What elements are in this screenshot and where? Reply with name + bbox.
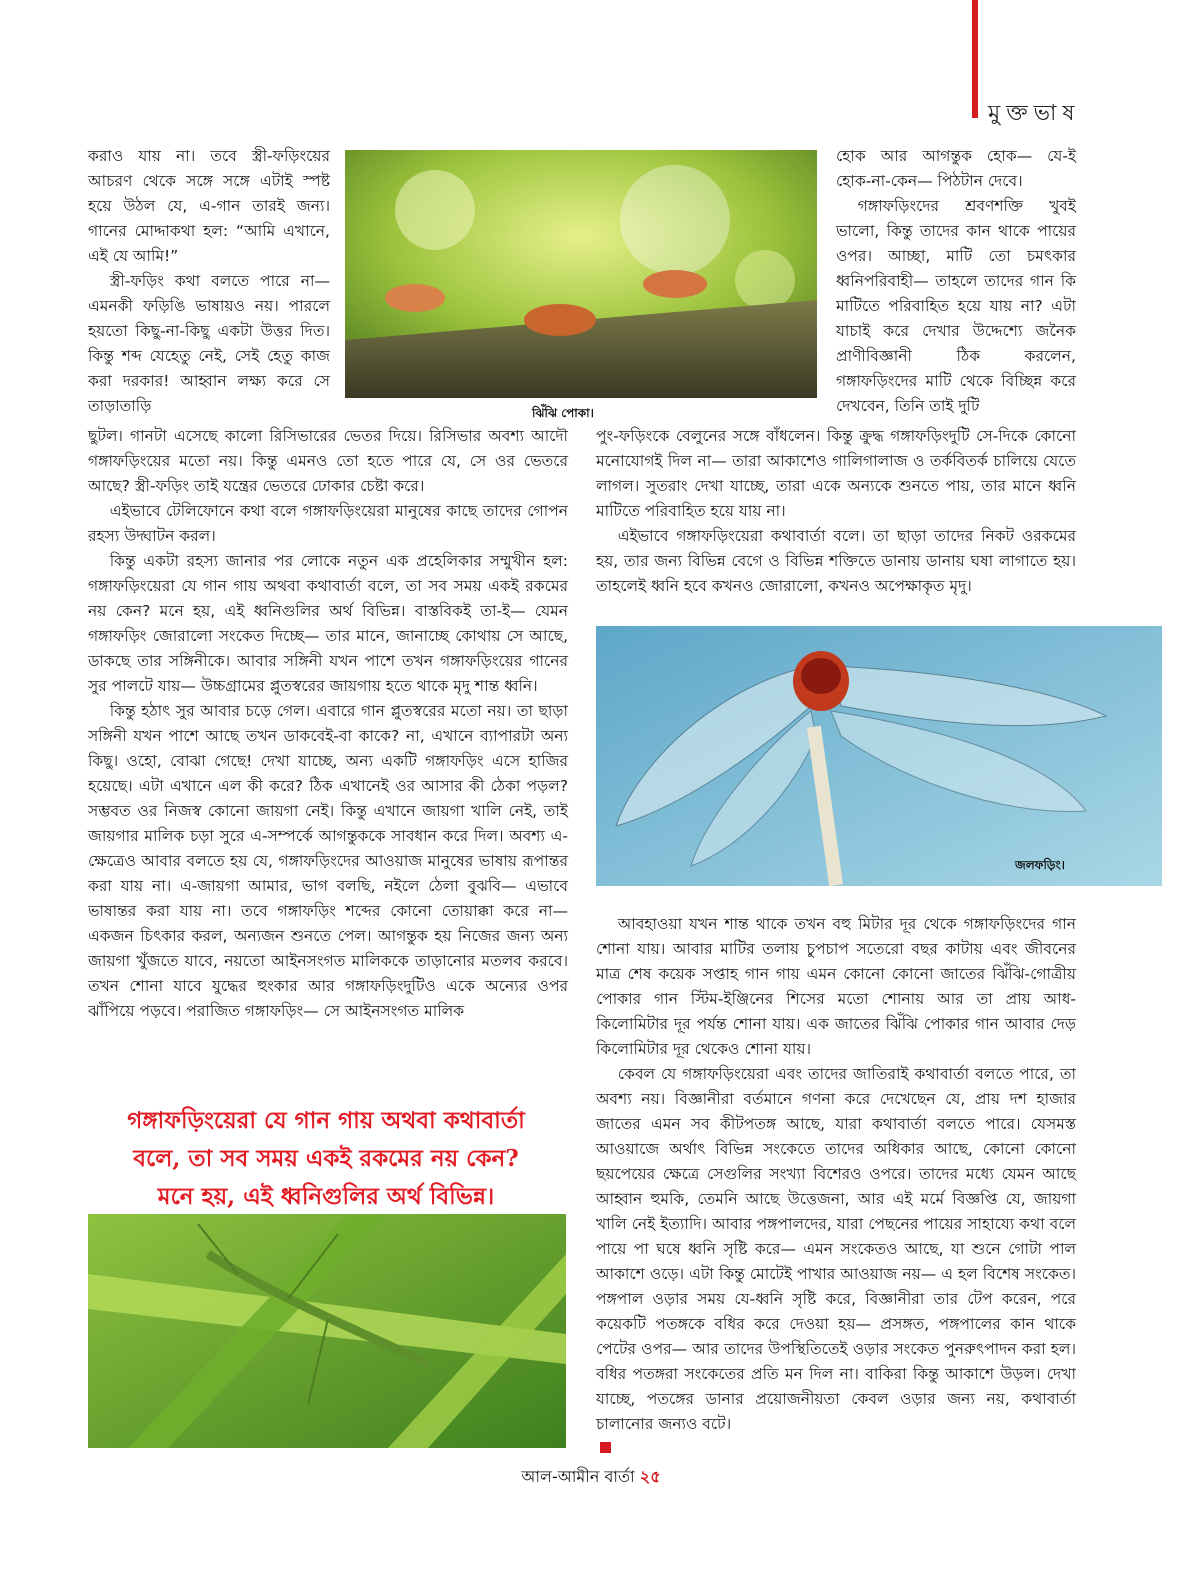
photo-cicadas (345, 150, 817, 398)
pull-quote-line: মনে হয়, এই ধ্বনিগুলির অর্থ বিভিন্ন। (157, 1183, 495, 1210)
paragraph: এইভাবে টেলিফোনে কথা বলে গঙ্গাফড়িংয়েরা মানুষের কাছে তাদের গোপন রহস্য উদ্ঘাটন করল। (88, 502, 568, 545)
pull-quote-line: গঙ্গাফড়িংয়েরা যে গান গায় অথবা কথাবার্তা (127, 1107, 525, 1134)
paragraph: এইভাবে গঙ্গাফড়িংয়েরা কথাবার্তা বলে। তা ছাড়া তাদের নিকট ওরকমের হয়, তার জন্য বিভিন্ন বেগে ও বিভিন্ন শক্তিতে ডানায় ডানায় ঘষা লাগাতে হয়। তাহলেই ধ্বনি হবে কখনও জোরালো, কখনও অপেক্ষাকৃত মৃদু। (596, 527, 1076, 595)
right-top-column (836, 144, 1076, 419)
magazine-name: আল-আমীন বার্তা (521, 1467, 635, 1486)
paragraph: হোক আর আগন্তুক হোক— যে-ই হোক-না-কেন— পিঠটান দেবে। (836, 147, 1076, 190)
pull-quote (88, 1102, 564, 1216)
section-label: মুক্তভাষ (988, 101, 1081, 126)
paragraph: ছুটল। গানটা এসেছে কালো রিসিভারের ভেতর দিয়ে। রিসিভার অবশ্য আদৌ গঙ্গাফড়িংয়ের মতো নয়। কিন্তু এমনও তো হতে পারে যে, সে ওর ভেতরে আছে? স্ত্রী-ফড়িং তাই যন্ত্রের ভেতরে ঢোকার চেষ্টা করে। (88, 427, 568, 495)
end-mark (600, 1442, 611, 1453)
right-column-lower (596, 912, 1076, 1456)
paragraph: কিন্তু হঠাৎ সুর আবার চড়ে গেল। এবারে গান প্লুতস্বরের মতো নয়। তা ছাড়া সঙ্গিনী যখন পাশে আছে তখন ডাকবেই-বা কাকে? না, এখানে ব্যাপারটা অন্য কিছু। ওহো, বোঝা গেছে! দেখা যাচ্ছে, অন্য একটি গঙ্গাফড়িং এসে হাজির হয়েছে। এটা এখানে এল কী করে? ঠিক এখানেই ওর আসার কী ঠেকা পড়ল? সম্ভবত ওর নিজস্ব কোনো জায়গা নেই। কিন্তু এখানে জায়গা খালি নেই, তাই জায়গার মালিক চড়া সুরে এ-সম্পর্কে আগন্তুককে সাবধান করে দিল। অবশ্য এ-ক্ষেত্রেও আবার বলতে হয় যে, গঙ্গাফড়িংদের আওয়াজ মানুষের ভাষায় রূপান্তর করা যায় না। এ-জায়গা আমার, ভাগ বলছি, নইলে ঠেলা বুঝবি— এভাবে ভাষান্তর করা যায় না। তবে গঙ্গাফড়িং শব্দের কোনো তোয়াক্কা করে না— একজন চিৎকার করল, অন্যজন শুনতে পেল। আগন্তুক হয় নিজের জন্য অন্য জায়গা খুঁজতে যাবে, নয়তো আইনসংগত মালিককে তাড়ানোর মতলব করবে। তখন শোনা যাবে যুদ্ধের হুংকার আর গঙ্গাফড়িংদুটিও একে অন্যের ওপর ঝাঁপিয়ে পড়বে। পরাজিত গঙ্গাফড়িং— সে আইনসংগত মালিক (88, 702, 568, 1020)
right-column-upper (596, 424, 1076, 599)
pull-quote-line: বলে, তা সব সময় একই রকমের নয় কেন? (133, 1145, 519, 1172)
paragraph: গঙ্গাফড়িংদের শ্রবণশক্তি খুবই ভালো, কিন্তু তাদের কান থাকে পায়ের ওপর। আচ্ছা, মাটি তো চমৎকার ধ্বনিপরিবাহী— তাহলে তাদের গান কি মাটিতে পরিবাহিত হয়ে যায় না? এটা যাচাই করে দেখার উদ্দেশ্যে জনৈক প্রাণীবিজ্ঞানী ঠিক করলেন, গঙ্গাফড়িংদের মাটি থেকে বিচ্ছিন্ন করে দেখবেন, তিনি তাই দুটি (836, 197, 1076, 415)
paragraph: পুং-ফড়িংকে বেলুনের সঙ্গে বাঁধলেন। কিন্তু ক্রুদ্ধ গঙ্গাফড়িংদুটি সে-দিকে কোনো মনোযোগই দিল না— তারা আকাশেও গালিগালাজ ও তর্কবিতর্ক চালিয়ে যেতে লাগল। সুতরাং দেখা যাচ্ছে, তারা একে অন্যকে শুনতে পায়, তার মানে ধ্বনি মাটিতে পরিবাহিত হয়ে যায় না। (596, 427, 1076, 520)
paragraph: করাও যায় না। তবে স্ত্রী-ফড়িংয়ের আচরণ থেকে সঙ্গে সঙ্গে এটাই স্পষ্ট হয়ে উঠল যে, এ-গান তারই জন্য। গানের মোদ্দাকথা হল: “আমি এখানে, এই যে আমি!” (88, 147, 330, 265)
dragonfly-caption: জলফড়িং। (1015, 858, 1065, 872)
page-number: ২৫ (639, 1467, 661, 1486)
paragraph: স্ত্রী-ফড়িং কথা বলতে পারে না— এমনকী ফড়িঙি ভাষায়ও নয়। পারলে হয়তো কিছু-না-কিছু একটা উত্তর দিত। কিন্তু শব্দ যেহেতু নেই, সেই হেতু কাজ করা দরকার! আহ্বান লক্ষ্য করে সে তাড়াতাড়ি (88, 272, 330, 415)
left-top-column (88, 144, 330, 419)
paragraph: কিন্তু একটা রহস্য জানার পর লোকে নতুন এক প্রহেলিকার সম্মুখীন হল: গঙ্গাফড়িংয়েরা যে গান গায় অথবা কথাবার্তা বলে, তা সব সময় একই রকমের নয় কেন? মনে হয়, এই ধ্বনিগুলির অর্থ বিভিন্ন। বাস্তবিকই তা-ই— যেমন গঙ্গাফড়িং জোরালো সংকেত দিচ্ছে— তার মানে, জানাচ্ছে কোথায় সে আছে, ডাকছে তার সঙ্গিনীকে। আবার সঙ্গিনী যখন পাশে তখন গঙ্গাফড়িংয়ের গানের সুর পালটে যায়— উচ্চগ্রামের প্লুতস্বরের জায়গায় হতে থাকে মৃদু শান্ত ধ্বনি। (88, 552, 568, 695)
page-footer (0, 1464, 1182, 1491)
left-column (88, 424, 568, 1024)
photo-dragonfly (596, 626, 1162, 886)
photo-grasshopper (88, 1214, 566, 1448)
paragraph: কেবল যে গঙ্গাফড়িংয়েরা এবং তাদের জাতিরাই কথাবার্তা বলতে পারে, তা অবশ্য নয়। বিজ্ঞানীরা বর্তমানে গণনা করে দেখেছেন যে, প্রায় দশ হাজার জাতের এমন সব কীটপতঙ্গ আছে, যারা কথাবার্তা বলতে পারে। যেসমস্ত আওয়াজে অর্থাৎ বিভিন্ন সংকেতে তাদের অধিকার আছে, কোনো কোনো ছয়পেয়ের ক্ষেত্রে সেগুলির সংখ্যা বিশেরও ওপরে। তাদের মধ্যে যেমন আছে আহ্বান হুমকি, তেমনি আছে উত্তেজনা, আর এই মর্মে বিজ্ঞপ্তি যে, জায়গা খালি নেই ইত্যাদি। আবার পঙ্গপালদের, যারা পেছনের পায়ের সাহায্যে কথা বলে পায়ে পা ঘষে ধ্বনি সৃষ্টি করে— এমন সংকেতও আছে, যা শুনে গোটা পাল আকাশে ওড়ে। এটা কিন্তু মোটেই পাখার আওয়াজ নয়— এ হল বিশেষ সংকেত। পঙ্গপাল ওড়ার সময় যে-ধ্বনি সৃষ্টি করে, বিজ্ঞানীরা তার টেপ করেন, পরে কয়েকটি পতঙ্গকে বধির করে দেওয়া হয়— প্রসঙ্গত, পঙ্গপালের কান থাকে পেটের ওপর— আর তাদের উপস্থিতিতেই ওড়ার সংকেত পুনরুৎপাদন করা হল। বধির পতঙ্গরা সংকেতের প্রতি মন দিল না। বাকিরা কিন্তু আকাশে উড়ল। দেখা যাচ্ছে, পতঙ্গের ডানার প্রয়োজনীয়তা কেবল ওড়ার জন্য নয়, কথাবার্তা চালানোর জন্যও বটে। (596, 1065, 1076, 1433)
cicada-caption: ঝিঁঝি পোকা। (532, 406, 594, 420)
paragraph: আবহাওয়া যখন শান্ত থাকে তখন বহু মিটার দূর থেকে গঙ্গাফড়িংদের গান শোনা যায়। আবার মাটির তলায় চুপচাপ সতেরো বছর কাটায় এবং জীবনের মাত্র শেষ কয়েক সপ্তাহ গান গায় এমন কোনো কোনো জাতের ঝিঁঝি-গোত্রীয় পোকার গান স্টিম-ইঞ্জিনের শিসের মতো শোনায় আর তা প্রায় আধ-কিলোমিটার দূর পর্যন্ত শোনা যায়। এক জাতের ঝিঁঝি পোকার গান আবার দেড় কিলোমিটার দূর থেকেও শোনা যায়। (596, 915, 1076, 1058)
header-red-bar (972, 0, 978, 118)
